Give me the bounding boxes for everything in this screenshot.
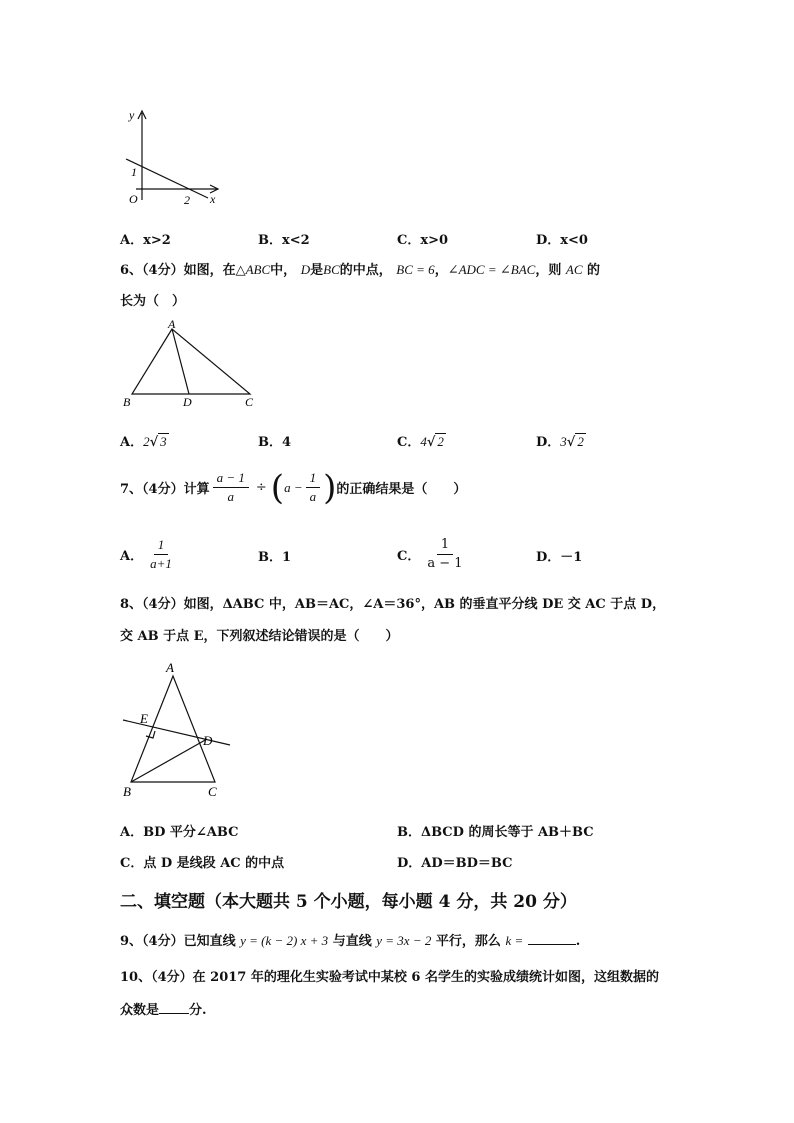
q5-option-c[interactable]: C．x>0 xyxy=(397,233,449,248)
q6-triangle-figure xyxy=(118,318,268,410)
vertex-c-label: C xyxy=(245,395,254,409)
q5-option-b[interactable]: B．x<2 xyxy=(258,233,310,248)
q9-k: k = xyxy=(505,933,524,948)
q7-divide-sign: ÷ xyxy=(255,480,267,495)
q5-graph-figure xyxy=(118,105,228,210)
q10-stem-line2 xyxy=(120,999,207,1018)
q6-text-4: 的中点， xyxy=(339,263,392,278)
q8-triangle-figure xyxy=(118,658,238,803)
q7-paren-a: a − xyxy=(284,479,303,495)
q6-segment-bc: BC xyxy=(323,262,340,277)
q6-segment-ac: AC xyxy=(565,262,583,277)
q6-text-1: 如图，在 xyxy=(183,263,236,278)
q9-stem xyxy=(120,930,580,949)
point-e-label: E xyxy=(140,711,148,726)
q6-stem-line1 xyxy=(120,259,600,278)
q6-option-c-label: C． xyxy=(397,435,421,450)
q7-fraction-1-den: a xyxy=(227,489,234,504)
sqrt-icon: √ 2 xyxy=(426,434,444,450)
q5-option-a[interactable]: A．x>2 xyxy=(120,233,171,248)
q8-option-b[interactable]: B．ΔBCD 的周长等于 AB＋BC xyxy=(397,825,594,840)
vertex-a-label: A xyxy=(168,318,176,331)
q8-option-a[interactable]: A．BD 平分∠ABC xyxy=(120,825,239,840)
q6-option-d[interactable] xyxy=(536,431,586,450)
q8-number: 8、（4分） xyxy=(120,597,184,612)
q7-option-d[interactable]: D．－1 xyxy=(536,550,583,565)
q6-text-6: ，则 xyxy=(535,263,562,278)
q7-option-a-num: 1 xyxy=(154,537,169,555)
section-fill-in-blank-heading: 二、填空题（本大题共 5 个小题，每小题 4 分，共 20 分） xyxy=(120,892,577,912)
q7-text-1: 计算 xyxy=(183,482,210,497)
q6-option-c-coef: 4 xyxy=(420,434,427,449)
q7-fraction-2-den: a xyxy=(309,489,317,504)
q7-fraction-2-num: 1 xyxy=(306,470,321,488)
q10-text-1: 在 2017 年的理化生实验考试中某校 6 名学生的实验成绩统计如图，这组数据的 xyxy=(192,970,659,985)
q8-stem-line1 xyxy=(120,593,665,612)
q6-number: 6、（4分） xyxy=(120,263,184,278)
q9-text-1: 已知直线 xyxy=(183,934,236,949)
q7-fraction-2 xyxy=(306,470,321,505)
q7-option-a-label: A． xyxy=(120,549,144,564)
y-axis-label: y xyxy=(129,108,135,122)
q6-text-5: ， xyxy=(434,263,448,278)
q10-answer-blank[interactable] xyxy=(159,1013,189,1014)
sqrt-icon: √ 2 xyxy=(566,434,584,450)
q6-option-d-label: D． xyxy=(536,435,561,450)
q10-stem-line1 xyxy=(120,966,659,985)
q9-answer-blank[interactable] xyxy=(528,944,576,945)
q8-option-d[interactable]: D．AD＝BD＝BC xyxy=(397,856,513,871)
q8-text-1: 如图，ΔABC 中，AB＝AC，∠A＝36°，AB 的垂直平分线 DE 交 AC 于点 D， xyxy=(183,597,666,612)
q6-text-3: 是 xyxy=(310,263,324,278)
vertex-a-label: A xyxy=(166,660,174,675)
left-paren-icon: ( xyxy=(270,467,285,508)
segment-bd xyxy=(131,739,207,782)
q9-eq-2: y = 3x − 2 xyxy=(376,933,432,948)
q7-option-c-num: 1 xyxy=(437,537,453,555)
segment-ad xyxy=(172,329,189,394)
q7-option-c-label: C． xyxy=(397,549,421,564)
right-paren-icon: ) xyxy=(323,467,337,508)
q6-option-d-coef: 3 xyxy=(560,434,567,449)
q6-eq-bc: BC = 6 xyxy=(396,262,435,277)
q6-option-c-rad: 2 xyxy=(437,434,444,449)
q9-text-2: 与直线 xyxy=(332,934,372,949)
q6-text-7: 的 xyxy=(587,263,601,278)
q10-text-2b: 分. xyxy=(189,1003,207,1018)
q7-stem xyxy=(120,467,467,508)
q6-option-a-rad: 3 xyxy=(160,434,167,449)
vertex-c-label: C xyxy=(208,784,217,799)
q7-option-a-fraction xyxy=(146,537,176,572)
q6-option-a-coef: 2 xyxy=(143,434,150,449)
point-d-label: D xyxy=(183,395,192,409)
q6-option-a-label: A． xyxy=(120,435,144,450)
q5-option-d[interactable]: D．x<0 xyxy=(536,233,588,248)
q6-point-d: D xyxy=(300,262,311,277)
q7-option-c[interactable] xyxy=(397,537,470,572)
function-line xyxy=(126,159,208,198)
q9-end: . xyxy=(575,934,581,949)
q6-text-2: 中， xyxy=(270,263,297,278)
q6-eq-angle: ∠ADC = ∠BAC xyxy=(447,262,536,277)
point-d-label: D xyxy=(203,733,213,748)
q10-number: 10、（4分） xyxy=(120,970,193,985)
sqrt-icon: √ 3 xyxy=(149,434,167,450)
q9-eq-1: y = (k − 2) x + 3 xyxy=(240,933,329,948)
q7-fraction-1-num: a − 1 xyxy=(213,470,249,488)
q7-fraction-1 xyxy=(213,470,249,505)
q9-text-3: 平行，那么 xyxy=(435,934,501,949)
q9-number: 9、（4分） xyxy=(120,934,184,949)
origin-label: O xyxy=(129,192,138,206)
q6-option-b[interactable]: B．4 xyxy=(258,435,292,450)
q6-option-a[interactable] xyxy=(120,431,169,450)
q7-text-2: 的正确结果是（ ） xyxy=(336,482,467,497)
x-intercept-label: 2 xyxy=(184,193,190,207)
q7-option-c-den: a − 1 xyxy=(427,556,463,571)
q8-stem-line2: 交 AB 于点 E，下列叙述结论错误的是（ ） xyxy=(120,629,399,644)
triangle-abc xyxy=(131,676,215,782)
q6-option-d-rad: 2 xyxy=(577,434,584,449)
q7-option-a-den: a+1 xyxy=(150,556,172,571)
q7-option-b[interactable]: B．1 xyxy=(258,550,292,565)
q6-triangle: △ABC xyxy=(235,262,271,277)
q10-text-2a: 众数是 xyxy=(120,1003,160,1018)
q6-stem-line2: 长为（ ） xyxy=(120,294,186,309)
q8-option-c[interactable]: C．点 D 是线段 AC 的中点 xyxy=(120,856,285,871)
x-axis-label: x xyxy=(210,192,216,206)
vertex-b-label: B xyxy=(123,395,131,409)
q7-option-a[interactable] xyxy=(120,537,179,572)
q7-number: 7、（4分） xyxy=(120,482,184,497)
y-intercept-label: 1 xyxy=(131,165,137,179)
triangle-abc xyxy=(132,329,250,394)
q7-option-c-fraction xyxy=(423,537,466,572)
vertex-b-label: B xyxy=(123,784,131,799)
q6-option-c[interactable] xyxy=(397,431,446,450)
